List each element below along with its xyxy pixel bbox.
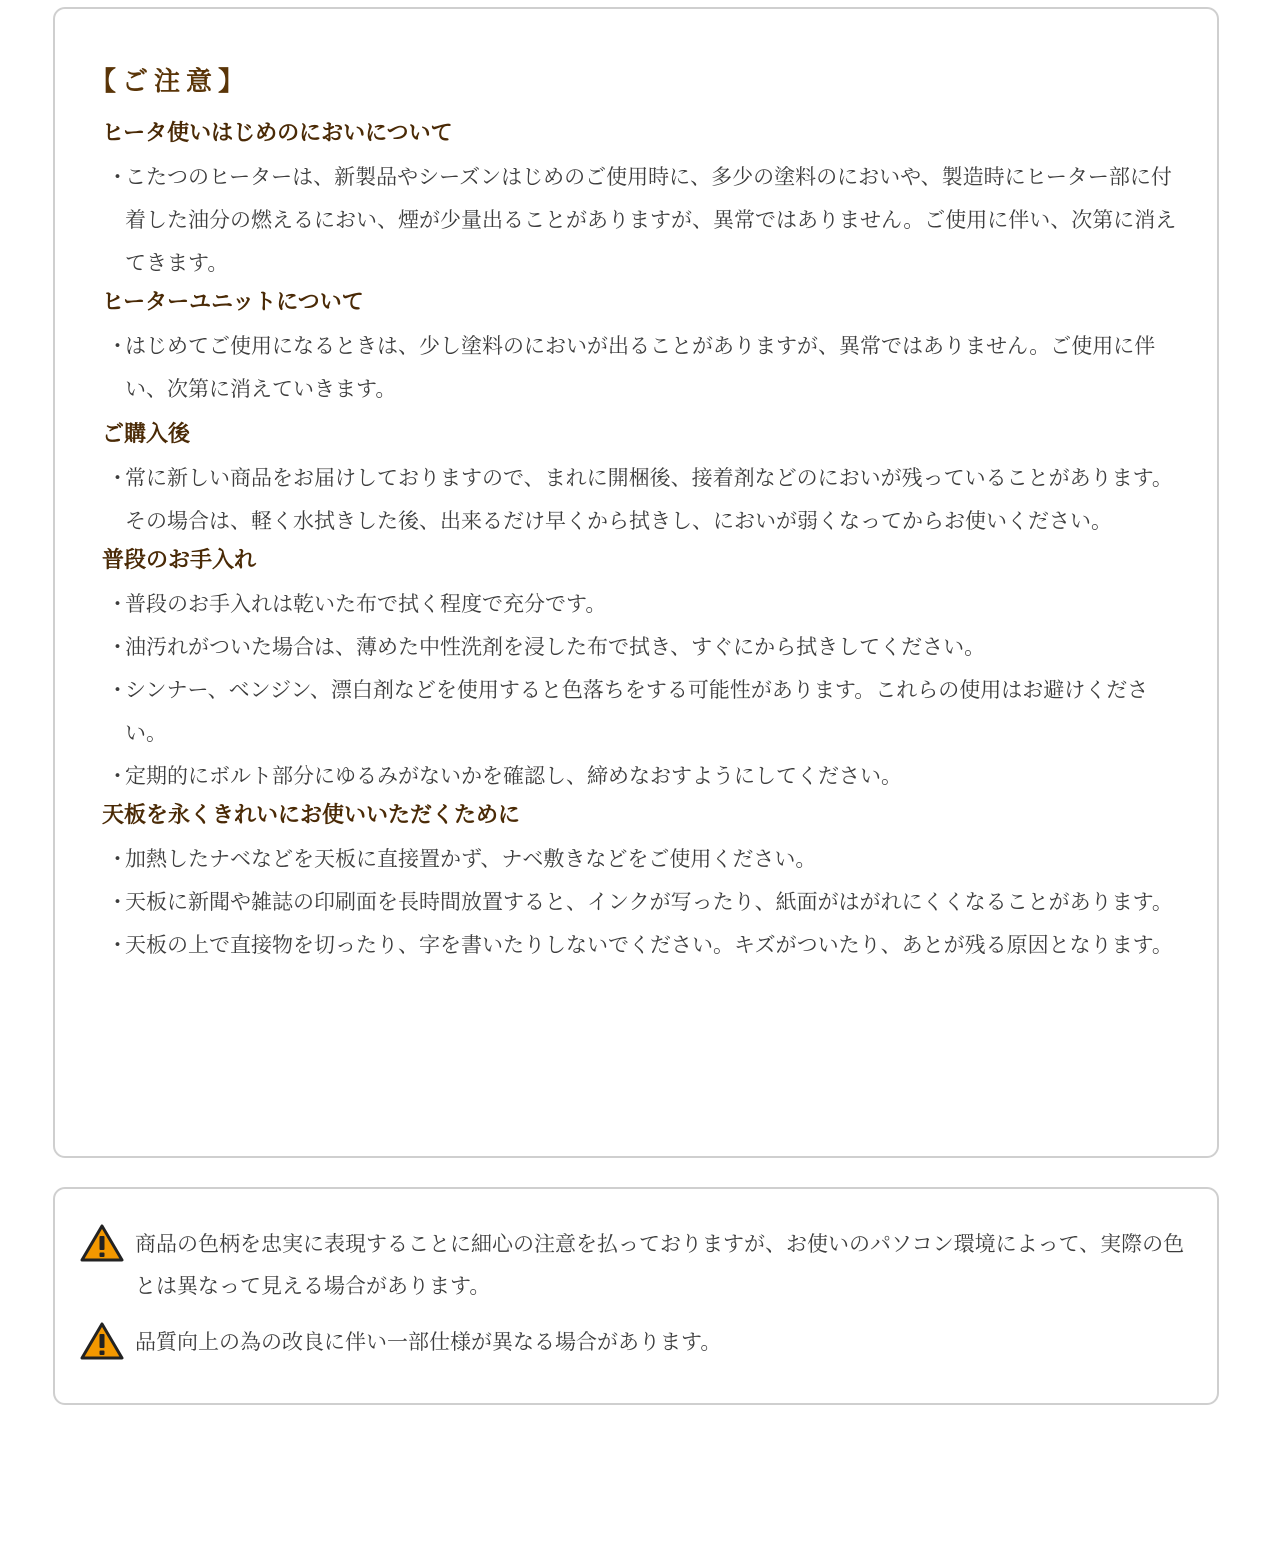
list-item: ・ 天板に新聞や雑誌の印刷面を長時間放置すると、インクが写ったり、紙面がはがれにくくなることがあります。: [90, 881, 1177, 924]
section-items: [90, 457, 1177, 543]
warning-triangle-icon: [80, 1223, 124, 1263]
list-item: ・ 油汚れがついた場合は、薄めた中性洗剤を浸した布で拭き、すぐにから拭きしてください。: [90, 626, 1177, 669]
section-heading: ご購入後: [102, 422, 191, 447]
list-item: ・ シンナー、ベンジン、漂白剤などを使用すると色落ちをする可能性があります。これらの使用はお避けください。: [90, 669, 1177, 755]
section-heater-smell: [90, 120, 1177, 285]
section-items: [90, 838, 1177, 967]
list-item: ・ 普段のお手入れは乾いた布で拭く程度で充分です。: [90, 583, 1177, 626]
section-heading: 普段のお手入れ: [102, 548, 257, 573]
list-item: ・ 常に新しい商品をお届けしておりますので、まれに開梱後、接着剤などのにおいが残っていることがあります。その場合は、軽く水拭きした後、出来るだけ早くから拭きし、においが弱くなってからお使いください。: [90, 457, 1177, 543]
section-heading: ヒータ使いはじめのにおいについて: [102, 121, 453, 146]
section-after-purchase: [90, 421, 1177, 543]
section-items: [90, 156, 1177, 285]
section-items: [90, 583, 1177, 798]
section-heading: ヒーターユニットについて: [102, 290, 364, 315]
disclaimer-text: 商品の色柄を忠実に表現することに細心の注意を払っておりますが、お使いのパソコン環境によって、実際の色とは異なって見える場合があります。: [135, 1232, 1185, 1298]
disclaimer-row: [80, 1223, 1192, 1307]
section-items: [90, 325, 1177, 411]
list-item: ・ はじめてご使用になるときは、少し塗料のにおいが出ることがありますが、異常ではありません。ご使用に伴い、次第に消えていきます。: [90, 325, 1177, 411]
list-item: ・ こたつのヒーターは、新製品やシーズンはじめのご使用時に、多少の塗料のにおいや、製造時にヒーター部に付着した油分の燃えるにおい、煙が少量出ることがありますが、異常ではありません。ご使用に伴い、次第に消えてきます。: [90, 156, 1177, 285]
list-item: ・ 加熱したナベなどを天板に直接置かず、ナベ敷きなどをご使用ください。: [90, 838, 1177, 881]
section-daily-care: [90, 547, 1177, 798]
section-tabletop-care: [90, 802, 1177, 967]
list-item: ・ 天板の上で直接物を切ったり、字を書いたりしないでください。キズがついたり、あとが残る原因となります。: [90, 924, 1177, 967]
section-heater-unit: [90, 289, 1177, 411]
disclaimer-row: [80, 1321, 1192, 1363]
section-heading: 天板を永くきれいにお使いいただくために: [102, 803, 521, 828]
disclaimer-panel: [53, 1187, 1219, 1405]
notice-title: 【ご注意】: [90, 67, 251, 97]
notice-panel: [53, 7, 1219, 1158]
list-item: ・ 定期的にボルト部分にゆるみがないかを確認し、締めなおすようにしてください。: [90, 755, 1177, 798]
warning-triangle-icon: [80, 1321, 124, 1361]
disclaimer-text: 品質向上の為の改良に伴い一部仕様が異なる場合があります。: [135, 1330, 722, 1354]
